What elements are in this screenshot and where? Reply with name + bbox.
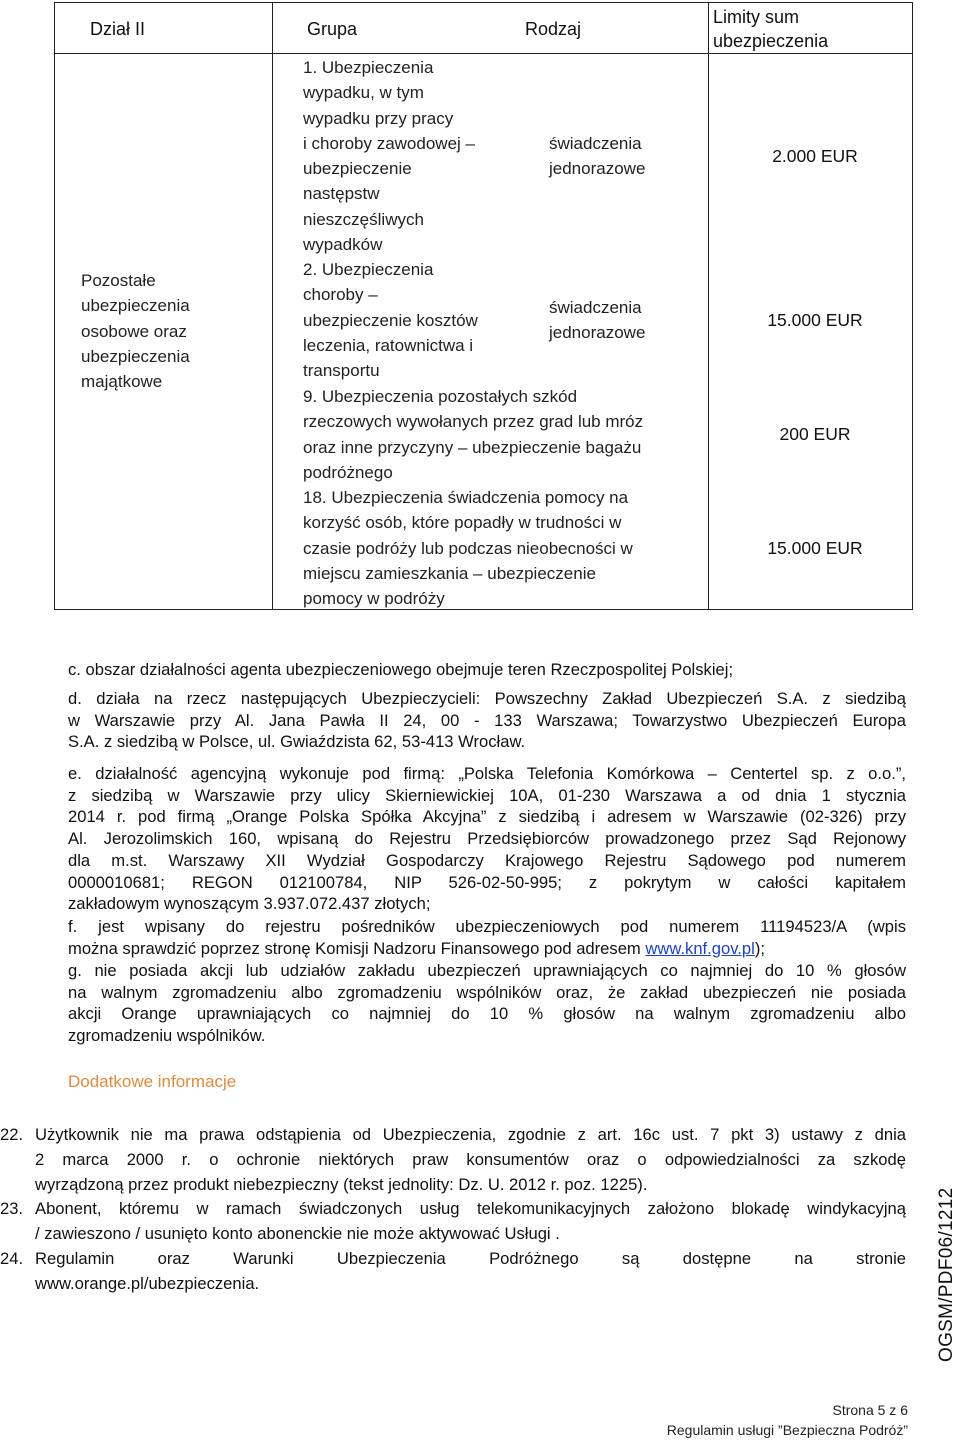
table-divider	[708, 3, 709, 609]
knf-link[interactable]: www.knf.gov.pl	[645, 938, 755, 958]
dzial-value: Pozostałe ubezpieczenia osobowe oraz ubezpieczenia majątkowe	[81, 271, 190, 392]
paragraph-g: g. nie posiada akcji lub udziałów zakładu ubezpieczeń uprawniających co najmniej do 10 % głosów na walnym zgromadzeniu albo zgromadzeniu wspólników oraz, że zakład ubezpieczeń nie posiada akcji Orange uprawniających co najmniej do 10 % głosów na walnym zgromadzeniu albo zgromadzeniu wspólników.	[68, 961, 906, 1046]
page-number: Strona 5 z 6	[832, 1402, 908, 1418]
insurance-limits-table	[54, 2, 913, 610]
header-grupa: Grupa	[307, 19, 358, 39]
limit-2: 15.000 EUR	[767, 310, 863, 330]
section-title: Dodatkowe informacje	[68, 1072, 237, 1091]
rodzaj-1: świadczenia jednorazowe	[549, 134, 646, 179]
table-divider	[272, 3, 273, 609]
table-header-divider	[55, 53, 912, 54]
group-1: 1. Ubezpieczenia wypadku, w tym wypadku przy pracy i choroby zawodowej – ubezpieczenie następstw nieszczęśliwych wypadków	[303, 58, 475, 255]
limit-1: 2.000 EUR	[772, 146, 858, 166]
group-9: 9. Ubezpieczenia pozostałych szkód rzeczowych wywołanych przez grad lub mróz oraz inne przyczyny – ubezpieczenie bagażu podróżnego	[303, 387, 644, 482]
document-code: OGSM/PDF06/1212	[936, 1187, 957, 1362]
paragraph-f: f. jest wpisany do rejestru pośredników ubezpieczeniowych pod numerem 11194523/A (wpis można sprawdzić poprzez stronę Komisji Nadzoru Finansowego pod adresem www.knf.gov.pl);	[68, 917, 906, 958]
paragraph-d: d. działa na rzecz następujących Ubezpieczycieli: Powszechny Zakład Ubezpieczeń S.A. z siedzibą w Warszawie przy Al. Jana Pawła II 24, 00 - 133 Warszawa; Towarzystwo Ubezpieczeń Europa S.A. z siedzibą w Polsce, ul. Gwiaździsta 62, 53-413 Wrocław.	[68, 689, 906, 752]
limit-9: 200 EUR	[779, 424, 851, 444]
paragraph-c: c. obszar działalności agenta ubezpieczeniowego obejmuje teren Rzeczpospolitej Polskiej;	[68, 660, 734, 679]
header-limity: Limity sum ubezpieczenia	[713, 7, 829, 51]
group-2: 2. Ubezpieczenia choroby – ubezpieczenie kosztów leczenia, ratownictwa i transportu	[303, 260, 478, 381]
header-rodzaj: Rodzaj	[525, 19, 582, 39]
footer-title: Regulamin usługi ”Bezpieczna Podróż”	[666, 1422, 908, 1438]
group-18: 18. Ubezpieczenia świadczenia pomocy na korzyść osób, które popadły w trudności w czasie podróży lub podczas nieobecności w miejscu zamieszkania – ubezpieczenie pomocy w podróży	[303, 488, 633, 609]
header-dzial: Dział II	[90, 19, 146, 39]
rodzaj-2: świadczenia jednorazowe	[549, 298, 646, 343]
paragraph-e: e. działalność agencyjną wykonuje pod firmą: „Polska Telefonia Komórkowa – Centertel sp. z o.o.”, z siedzibą w Warszawie przy ulicy Skierniewickiej 10A, 01-230 Warszawa a od dnia 1 stycznia 2014 r. pod firmą „Orange Polska Spółka Akcyjna” z siedzibą i adresem w Warszawie (02-326) przy Al. Jerozolimskich 160, wpisaną do Rejestru Przedsiębiorców prowadzonego przez Sąd Rejonowy dla m.st. Warszawy XII Wydział Gospodarczy Krajowego Rejestru Sądowego pod numerem 0000010681; REGON 012100784, NIP 526-02-50-995; z pokrytym w całości kapitałem zakładowym wynoszącym 3.937.072.437 złotych;	[68, 764, 906, 914]
limit-18: 15.000 EUR	[767, 538, 863, 558]
